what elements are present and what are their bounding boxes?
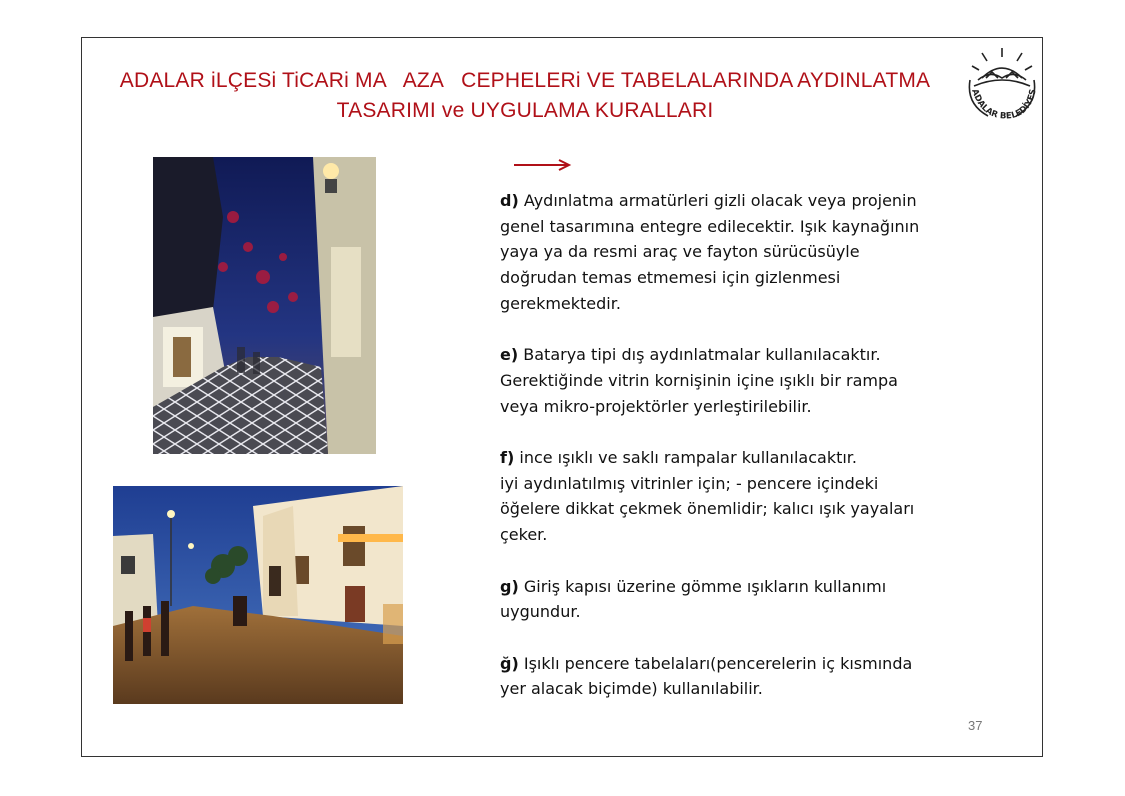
title-line-2: TASARIMI ve UYGULAMA KURALLARI [336,99,714,122]
rule-line: öğelere dikkat çekmek önemlidir; kalıcı ışık yayaları [500,499,915,519]
title-line-1: ADALAR iLÇESi TiCARi MA AZA CEPHELERi VE TABELALARINDA AYDINLATMA [119,69,931,92]
rule-line [500,651,960,677]
rule-label: e) [500,345,519,365]
rule-g [500,574,960,625]
rule-f [500,445,960,548]
rule-line [500,445,960,471]
rule-d [500,188,960,317]
adalar-belediyesi-logo [962,44,1042,124]
logo-text: ADALAR BELEDİYES [969,87,1039,122]
rule-label: g) [500,576,519,596]
rule-text: ince ışıklı ve saklı rampalar kullanılacaktır. [514,448,857,467]
rule-text: Giriş kapısı üzerine gömme ışıkların kullanımı [518,576,887,596]
rule-gh [500,651,960,702]
rule-line [500,574,960,600]
arrow-right-icon [513,157,573,173]
rule-line: doğrudan temas etmemesi için gizlenmesi [500,268,841,288]
rule-label: ğ) [500,653,519,673]
alley-night-photo [153,157,376,454]
rule-line: yaya ya da resmi araç ve fayton sürücüsüyle [500,242,860,262]
rule-text: Batarya tipi dış aydınlatmalar kullanılacaktır. [518,345,881,365]
svg-text:ADALAR BELEDİYESİ [962,44,1039,122]
rule-line: genel tasarımına entegre edilecektir. Işık kaynağının [500,216,920,236]
rule-line: yer alacak biçimde) kullanılabilir. [500,679,763,699]
rule-line [500,188,960,214]
rule-text: Işıklı pencere tabelaları(pencerelerin iç kısmında [518,653,913,673]
rule-line [500,342,960,368]
rule-label: f) [500,448,515,467]
rule-line: gerekmektedir. [500,293,621,313]
rule-line: Gerektiğinde vitrin kornişinin içine ışıklı bir rampa [500,370,898,390]
rule-line: iyi aydınlatılmış vitrinler için; - pencere içindeki [500,473,879,493]
rules-list [500,188,960,728]
rule-label: d) [500,191,519,210]
rule-line: çeker. [500,525,548,545]
rule-line: uygundur. [500,602,581,622]
page-title [100,66,950,126]
rule-line: veya mikro-projektörler yerleştirilebilir. [500,396,812,416]
rule-e [500,342,960,419]
street-evening-photo [113,486,403,704]
rule-text: Aydınlatma armatürleri gizli olacak veya projenin [518,191,917,210]
page-number: 37 [968,718,983,733]
